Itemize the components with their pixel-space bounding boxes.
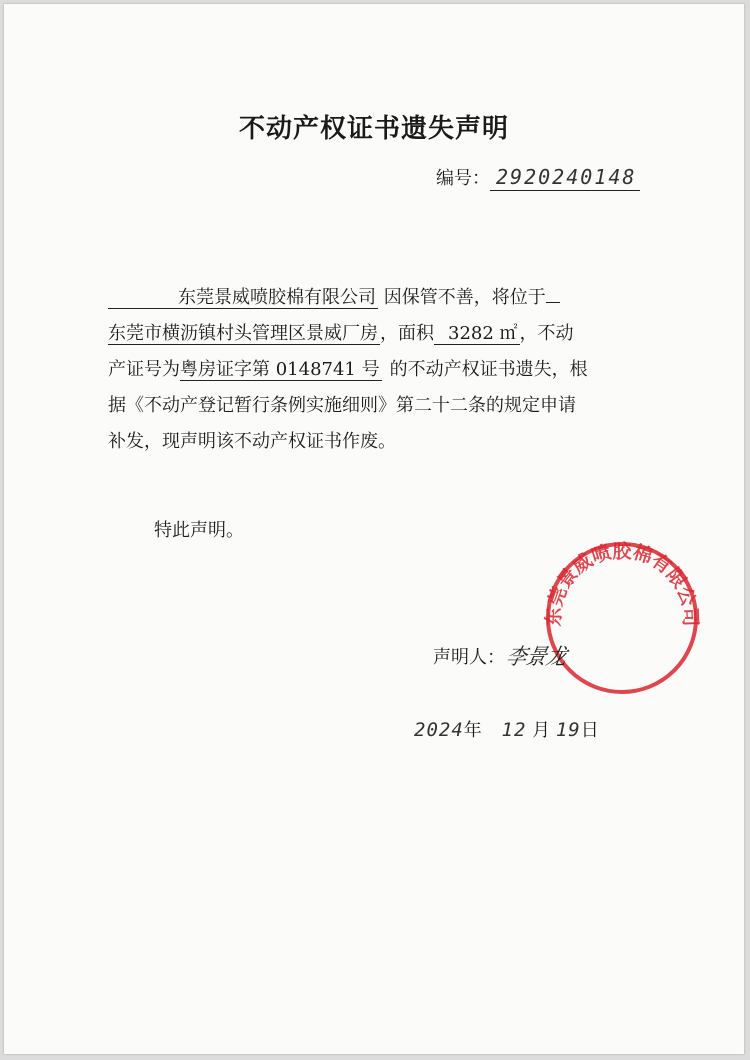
body-line-1	[108, 280, 648, 316]
document-page	[4, 4, 744, 1054]
date-month-unit: 月	[532, 720, 551, 741]
area-value: 3282 ㎡	[434, 323, 520, 345]
body-line-5: 补发，现声明该不动产权证书作废。	[108, 431, 396, 452]
date-year-unit: 年	[463, 720, 482, 741]
date-row	[414, 716, 599, 742]
body-text-1: 因保管不善，将位于	[383, 287, 546, 308]
handwritten-signature: 李景龙	[503, 642, 570, 670]
body-text-3: 的不动产权证书遗失，根	[389, 359, 588, 380]
number-label: 编号：	[436, 168, 490, 189]
statement-body	[108, 280, 648, 460]
declarant-label: 声明人：	[433, 647, 505, 668]
date-month: 12	[501, 719, 527, 741]
document-title: 不动产权证书遗失声明	[238, 114, 509, 144]
certificate-number: 粤房证字第 0148741 号	[180, 359, 380, 380]
date-year: 2024	[414, 719, 464, 741]
number-value: 2920240148	[490, 165, 640, 191]
date-day: 19	[555, 719, 581, 741]
company-name: 东莞景威喷胶棉有限公司	[108, 287, 378, 309]
body-line-2	[108, 316, 648, 352]
body-text-2: ，不动	[519, 323, 574, 344]
underline-blank	[546, 280, 560, 303]
declarant-row	[433, 640, 570, 670]
area-label: ，面积	[380, 323, 434, 344]
cert-prefix: 产证号为	[108, 359, 180, 380]
date-day-unit: 日	[580, 720, 599, 741]
company-seal-stamp	[542, 538, 702, 698]
document-number-row	[436, 164, 640, 191]
body-line-3	[108, 352, 648, 388]
property-location: 东莞市横沥镇村头管理区景威厂房	[108, 323, 378, 344]
seal-text: 东莞景威喷胶棉有限公司	[542, 540, 702, 627]
body-line-4: 据《不动产登记暂行条例实施细则》第二十二条的规定申请	[108, 395, 576, 416]
special-statement: 特此声明。	[154, 520, 244, 541]
